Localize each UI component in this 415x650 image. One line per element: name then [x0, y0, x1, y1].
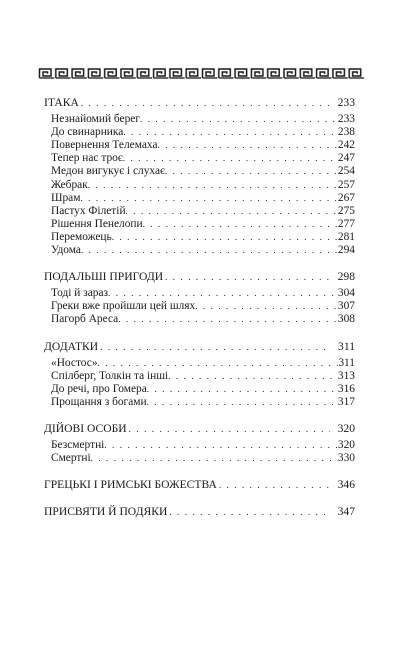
- table-of-contents: [44, 96, 355, 532]
- toc-chapter-entry-label: Пагорб Ареса: [51, 313, 119, 326]
- toc-chapter-entry-label: Тепер нас троє: [51, 152, 123, 165]
- toc-part-heading-page-number: 233: [337, 96, 355, 109]
- toc-part-heading: [44, 505, 355, 519]
- toc-section: [44, 96, 355, 257]
- toc-part-heading: [44, 270, 355, 284]
- toc-section: [44, 505, 355, 519]
- toc-chapter-entry: [44, 192, 355, 205]
- dot-leader: [118, 313, 338, 326]
- toc-chapter-entry-page-number: 242: [337, 139, 355, 152]
- toc-part-heading: [44, 340, 355, 354]
- dot-leader: [91, 452, 338, 465]
- toc-chapter-entry-page-number: 313: [337, 369, 355, 382]
- toc-chapter-entry: [44, 313, 355, 326]
- dot-leader: [81, 244, 338, 257]
- dot-leader: [100, 341, 330, 354]
- toc-part-heading-page-number: 347: [337, 505, 355, 519]
- toc-chapter-entry: [44, 244, 355, 257]
- toc-part-heading-page-number: 320: [337, 421, 355, 435]
- toc-chapter-entry-page-number: 254: [337, 165, 355, 178]
- toc-chapter-entry: [44, 452, 355, 465]
- toc-chapter-entry: [44, 152, 355, 165]
- dot-leader: [81, 97, 330, 110]
- toc-chapter-entry: [44, 113, 355, 126]
- dot-leader: [140, 113, 338, 126]
- dot-leader: [219, 479, 330, 492]
- toc-part-heading-label: ІТАКА: [44, 96, 79, 109]
- toc-chapter-entry-label: Жебрак: [51, 178, 88, 191]
- toc-section: [44, 422, 355, 465]
- toc-chapter-entry: [44, 126, 355, 139]
- toc-chapter-entry-label: Смертні: [51, 452, 91, 465]
- toc-chapter-entry-page-number: 277: [337, 217, 355, 230]
- toc-chapter-entry-label: Пастух Філетій: [51, 204, 126, 217]
- toc-part-heading-label: ПРИСВЯТИ Й ПОДЯКИ: [44, 505, 168, 519]
- toc-chapter-entry-page-number: 317: [337, 395, 355, 408]
- toc-section: [44, 478, 355, 492]
- toc-chapter-entry-label: Безсмертні: [51, 439, 105, 452]
- toc-part-heading: [44, 478, 355, 492]
- toc-chapter-entry-label: Прощання з богами: [51, 395, 147, 408]
- toc-chapter-entry-label: Рішення Пенелопи: [51, 217, 143, 230]
- toc-part-heading: [44, 422, 355, 436]
- toc-part-heading-page-number: 298: [337, 270, 355, 284]
- toc-chapter-entry-label: «Ностос»: [51, 356, 98, 369]
- dot-leader: [143, 218, 338, 231]
- dot-leader: [195, 300, 338, 313]
- toc-chapter-entry: [44, 396, 355, 409]
- toc-part-heading-label: ГРЕЦЬКІ І РИМСЬКІ БОЖЕСТВА: [44, 478, 217, 492]
- dot-leader: [129, 423, 330, 436]
- toc-chapter-entry: [44, 357, 355, 370]
- dot-leader: [98, 357, 339, 370]
- toc-chapter-entry-label: До свинарника: [51, 126, 124, 139]
- toc-chapter-entry-page-number: 257: [337, 178, 355, 191]
- toc-chapter-entry-label: Удома: [51, 244, 81, 257]
- toc-chapter-entry: [44, 287, 355, 300]
- toc-chapter-entry-page-number: 311: [338, 356, 355, 369]
- toc-chapter-entry-page-number: 281: [337, 230, 355, 243]
- dot-leader: [165, 271, 330, 284]
- dot-leader: [168, 370, 338, 383]
- toc-chapter-entry-label: Повернення Телемаха: [51, 139, 158, 152]
- toc-chapter-entry-label: Греки вже пройшли цей шлях: [51, 300, 196, 313]
- dot-leader: [169, 506, 329, 519]
- dot-leader: [165, 165, 338, 178]
- dot-leader: [80, 192, 337, 205]
- toc-chapter-entry: [44, 370, 355, 383]
- toc-chapter-entry-page-number: 238: [337, 126, 355, 139]
- toc-chapter-entry: [44, 218, 355, 231]
- toc-chapter-entry-label: Шрам: [51, 191, 81, 204]
- toc-part-heading-label: ПОДАЛЬШІ ПРИГОДИ: [44, 270, 164, 284]
- toc-chapter-entry: [44, 383, 355, 396]
- dot-leader: [112, 231, 338, 244]
- toc-chapter-entry-label: До речі, про Гомера: [51, 382, 147, 395]
- toc-chapter-entry-page-number: 330: [337, 452, 355, 465]
- dot-leader: [158, 139, 338, 152]
- dot-leader: [123, 126, 338, 139]
- toc-chapter-entry-page-number: 267: [337, 191, 355, 204]
- toc-section: [44, 340, 355, 409]
- toc-chapter-entry-label: Тоді й зараз: [51, 287, 109, 300]
- toc-chapter-entry-page-number: 316: [337, 382, 355, 395]
- toc-chapter-entry-label: Медон вигукує і слухає: [51, 165, 165, 178]
- toc-chapter-entry-page-number: 233: [337, 113, 355, 126]
- dot-leader: [147, 383, 338, 396]
- toc-chapter-entry: [44, 139, 355, 152]
- toc-chapter-entry-page-number: 247: [337, 152, 355, 165]
- toc-chapter-entry-label: Спілберг, Толкін та інші: [51, 369, 169, 382]
- toc-chapter-entry: [44, 205, 355, 218]
- greek-key-ornament: [38, 68, 364, 79]
- toc-chapter-entry: [44, 300, 355, 313]
- toc-chapter-entry-page-number: 308: [337, 313, 355, 326]
- toc-part-heading-page-number: 311: [338, 339, 355, 353]
- toc-chapter-entry: [44, 179, 355, 192]
- toc-chapter-entry-page-number: 320: [337, 439, 355, 452]
- toc-part-heading-page-number: 346: [337, 478, 355, 492]
- toc-chapter-entry-page-number: 294: [337, 244, 355, 257]
- toc-chapter-entry-page-number: 304: [337, 287, 355, 300]
- toc-part-heading: [44, 96, 355, 110]
- dot-leader: [88, 179, 338, 192]
- toc-chapter-entry: [44, 165, 355, 178]
- dot-leader: [108, 287, 338, 300]
- toc-chapter-entry-label: Незнайомий берег: [51, 113, 141, 126]
- toc-part-heading-label: ДОДАТКИ: [44, 339, 99, 353]
- dot-leader: [104, 439, 338, 452]
- toc-chapter-entry-page-number: 275: [337, 204, 355, 217]
- toc-section: [44, 270, 355, 326]
- toc-chapter-entry-label: Переможець: [51, 230, 112, 243]
- toc-chapter-entry-page-number: 307: [337, 300, 355, 313]
- toc-chapter-entry: [44, 231, 355, 244]
- toc-chapter-entry: [44, 439, 355, 452]
- dot-leader: [147, 396, 338, 409]
- dot-leader: [126, 205, 338, 218]
- toc-part-heading-label: ДІЙОВІ ОСОБИ: [44, 421, 127, 435]
- dot-leader: [123, 152, 338, 165]
